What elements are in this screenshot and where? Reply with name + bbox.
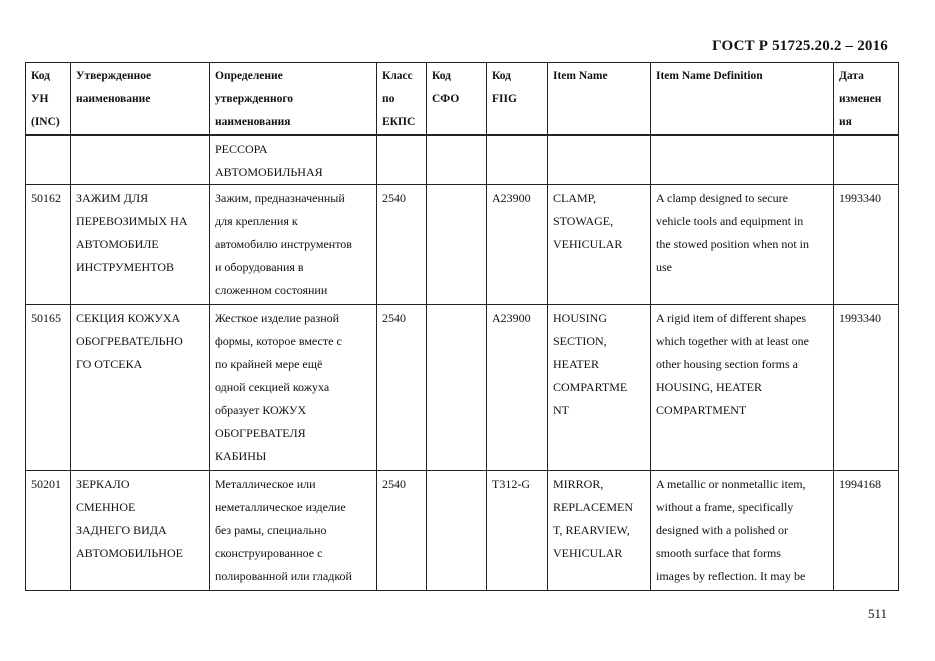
document-code: ГОСТ Р 51725.20.2 – 2016 bbox=[712, 38, 888, 54]
cell-class: 2540 bbox=[377, 471, 427, 591]
col-header-fiig-code: Код FIIG bbox=[487, 63, 548, 136]
cell-definition: РЕССОРА АВТОМОБИЛЬНАЯ bbox=[210, 135, 377, 185]
cell-class: 2540 bbox=[377, 185, 427, 305]
cell-approved-name: ЗАЖИМ ДЛЯ ПЕРЕВОЗИМЫХ НА АВТОМОБИЛЕ ИНСТРУМЕНТОВ bbox=[71, 185, 210, 305]
cell-change-date: 1994168 bbox=[834, 471, 899, 591]
cell-item-name-definition bbox=[651, 135, 834, 185]
cell-item-name-definition: A metallic or nonmetallic item, without a frame, specifically designed with a polished or smooth surface that forms images by reflection. It may be bbox=[651, 471, 834, 591]
catalog-table bbox=[25, 62, 899, 591]
cell-inc-code: 50165 bbox=[26, 305, 71, 471]
cell-approved-name: СЕКЦИЯ КОЖУХА ОБОГРЕВАТЕЛЬНО ГО ОТСЕКА bbox=[71, 305, 210, 471]
cell-fiig-code: T312-G bbox=[487, 471, 548, 591]
cell-inc-code: 50201 bbox=[26, 471, 71, 591]
cell-item-name: MIRROR, REPLACEMEN T, REARVIEW, VEHICULAR bbox=[548, 471, 651, 591]
cell-fiig-code: A23900 bbox=[487, 185, 548, 305]
cell-change-date: 1993340 bbox=[834, 185, 899, 305]
cell-sfo-code bbox=[427, 305, 487, 471]
col-header-item-name: Item Name bbox=[548, 63, 651, 136]
cell-item-name-definition: A rigid item of different shapes which together with at least one other housing section forms a HOUSING, HEATER COMPARTMENT bbox=[651, 305, 834, 471]
page-number: 511 bbox=[867, 606, 887, 621]
table-row bbox=[26, 305, 899, 471]
cell-sfo-code bbox=[427, 185, 487, 305]
cell-definition: Зажим, предназначенный для крепления к автомобилю инструментов и оборудования в сложенном состоянии bbox=[210, 185, 377, 305]
cell-inc-code: 50162 bbox=[26, 185, 71, 305]
cell-item-name bbox=[548, 135, 651, 185]
cell-fiig-code bbox=[487, 135, 548, 185]
cell-item-name-definition: A clamp designed to secure vehicle tools and equipment in the stowed position when not in use bbox=[651, 185, 834, 305]
col-header-class: Класс по ЕКПС bbox=[377, 63, 427, 136]
cell-change-date bbox=[834, 135, 899, 185]
cell-approved-name bbox=[71, 135, 210, 185]
table-row bbox=[26, 135, 899, 185]
col-header-definition: Определение утвержденного наименования bbox=[210, 63, 377, 136]
cell-definition: Жесткое изделие разной формы, которое вместе с по крайней мере ещё одной секцией кожуха образует КОЖУХ ОБОГРЕВАТЕЛЯ КАБИНЫ bbox=[210, 305, 377, 471]
col-header-sfo-code: Код СФО bbox=[427, 63, 487, 136]
table-header-row bbox=[26, 63, 899, 136]
cell-fiig-code: A23900 bbox=[487, 305, 548, 471]
table-row bbox=[26, 185, 899, 305]
col-header-approved-name: Утвержденное наименование bbox=[71, 63, 210, 136]
cell-item-name: CLAMP, STOWAGE, VEHICULAR bbox=[548, 185, 651, 305]
cell-approved-name: ЗЕРКАЛО СМЕННОЕ ЗАДНЕГО ВИДА АВТОМОБИЛЬНОЕ bbox=[71, 471, 210, 591]
col-header-change-date: Дата изменен ия bbox=[834, 63, 899, 136]
cell-definition: Металлическое или неметаллическое изделие без рамы, специально сконструированное с полированной или гладкой bbox=[210, 471, 377, 591]
cell-class: 2540 bbox=[377, 305, 427, 471]
cell-sfo-code bbox=[427, 471, 487, 591]
col-header-item-name-definition: Item Name Definition bbox=[651, 63, 834, 136]
col-header-inc-code: Код УН (INC) bbox=[26, 63, 71, 136]
cell-inc-code bbox=[26, 135, 71, 185]
table-row bbox=[26, 471, 899, 591]
cell-change-date: 1993340 bbox=[834, 305, 899, 471]
cell-class bbox=[377, 135, 427, 185]
cell-item-name: HOUSING SECTION, HEATER COMPARTME NT bbox=[548, 305, 651, 471]
cell-sfo-code bbox=[427, 135, 487, 185]
